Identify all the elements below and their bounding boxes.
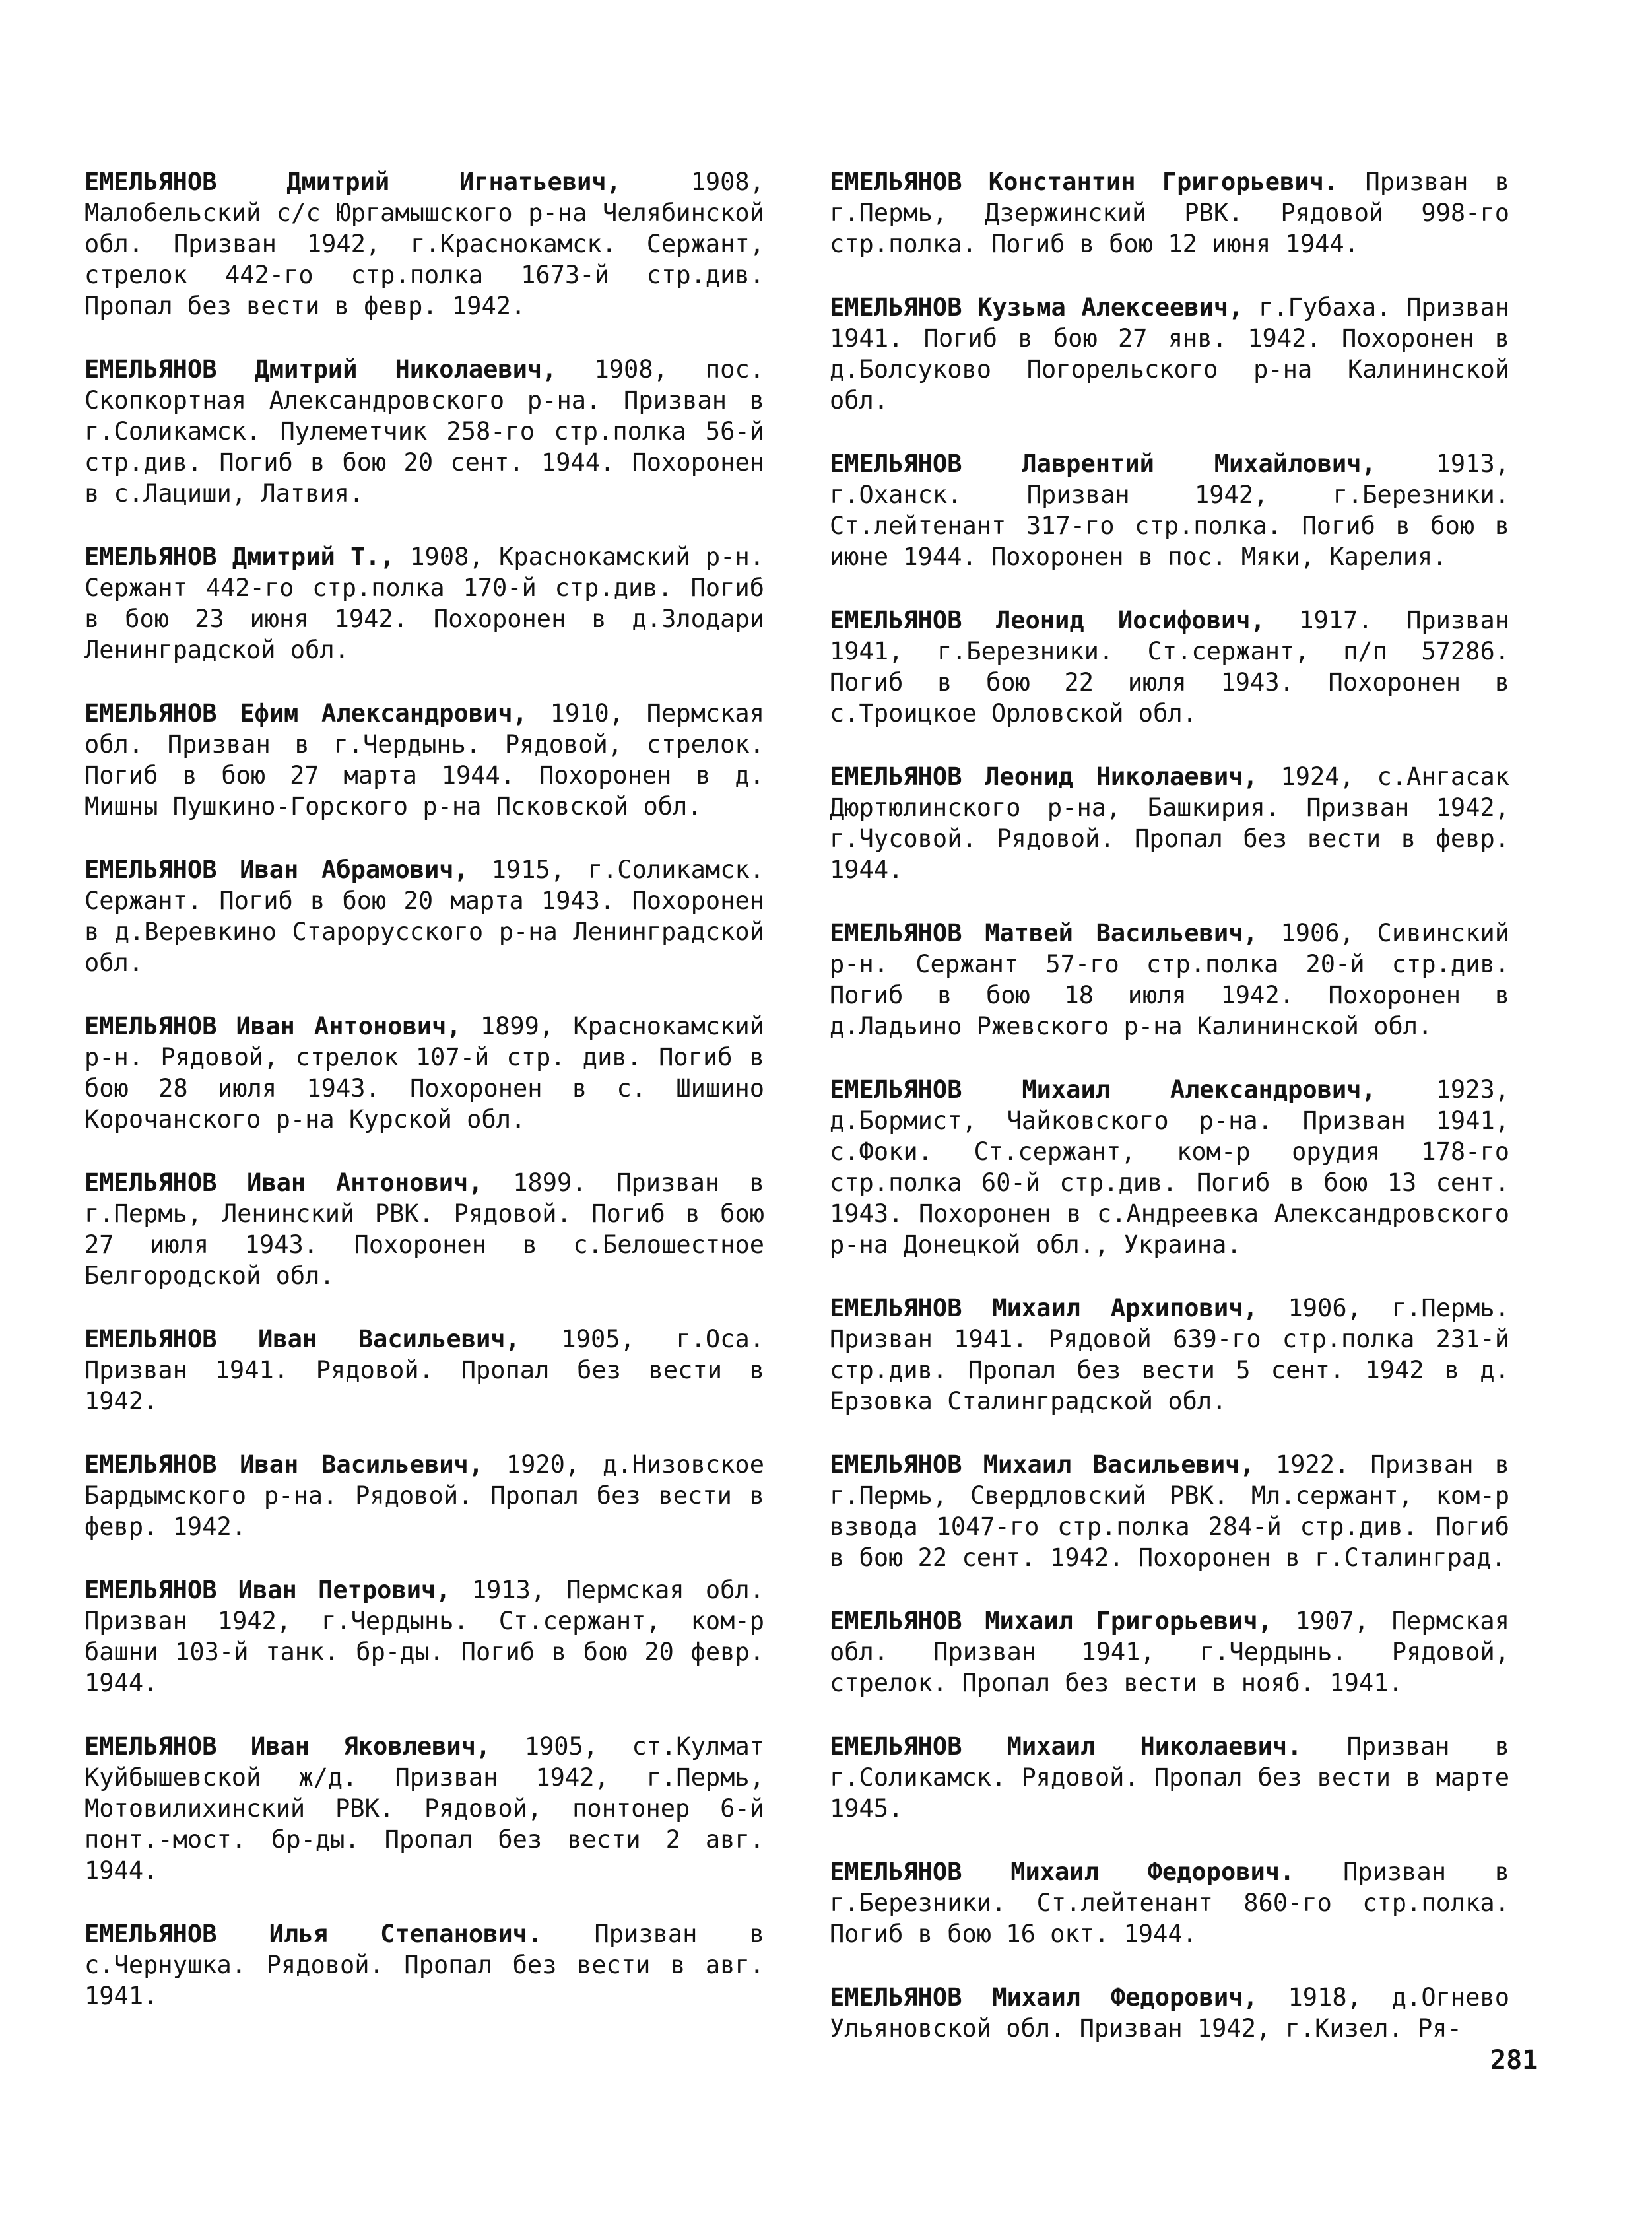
- entry-given-names: Леонид Иосифович,: [995, 606, 1265, 634]
- biography-entry: [830, 1449, 1509, 1573]
- entry-details: 1907, Пермская обл. Призван 1941, г.Чердынь. Рядовой, стрелок. Пропал без вести в нояб. 1941.: [830, 1607, 1509, 1697]
- entry-surname: ЕМЕЛЬЯНОВ: [830, 1858, 962, 1886]
- entry-surname: ЕМЕЛЬЯНОВ: [830, 919, 962, 947]
- biography-entry: [84, 698, 764, 822]
- entry-details: 1899, Краснокамский р-н. Рядовой, стрелок 107-й стр. див. Погиб в бою 28 июля 1943. Похоронен в с. Шишино Корочанского р-на Курской обл.: [84, 1012, 764, 1133]
- entry-surname: ЕМЕЛЬЯНОВ: [84, 1920, 217, 1948]
- biography-entry: [830, 1293, 1509, 1417]
- entry-surname: ЕМЕЛЬЯНОВ: [830, 1294, 962, 1322]
- entry-surname: ЕМЕЛЬЯНОВ: [84, 1168, 217, 1197]
- entry-surname: ЕМЕЛЬЯНОВ: [84, 168, 217, 196]
- entry-given-names: Михаил Григорьевич,: [985, 1607, 1272, 1635]
- entry-given-names: Илья Степанович.: [269, 1920, 543, 1948]
- left-column: [84, 166, 764, 2044]
- biography-entry: [84, 1449, 764, 1542]
- entry-details: 1920, д.Низовское Бардымского р-на. Рядовой. Пропал без вести в февр. 1942.: [84, 1450, 764, 1541]
- biography-entry: [830, 1074, 1509, 1260]
- entry-details: Призван в г.Березники. Ст.лейтенант 860-го стр.полка. Погиб в бою 16 окт. 1944.: [830, 1858, 1509, 1948]
- entry-given-names: Иван Антонович,: [247, 1168, 483, 1197]
- biography-entry: [84, 1918, 764, 2011]
- entry-surname: ЕМЕЛЬЯНОВ: [84, 1450, 217, 1479]
- entry-surname: ЕМЕЛЬЯНОВ: [84, 1325, 217, 1353]
- biography-entry: [84, 1167, 764, 1291]
- biography-entry: [830, 1605, 1509, 1699]
- entry-given-names: Константин Григорьевич.: [988, 168, 1339, 196]
- entry-details: 1923, д.Бормист, Чайковского р-на. Призван 1941, с.Фоки. Ст.сержант, ком-р орудия 178-го стр.полка 60-й стр.див. Погиб в бою 13 сент. 1943. Похоронен в с.Андреевка Александровского р-на Донецкой обл., Украина.: [830, 1075, 1510, 1259]
- entry-details: 1917. Призван 1941, г.Березники. Ст.сержант, п/п 57286. Погиб в бою 22 июля 1943. Похоронен в с.Троицкое Орловской обл.: [830, 606, 1510, 727]
- entry-given-names: Дмитрий Игнатьевич,: [286, 168, 621, 196]
- entry-given-names: Иван Петрович,: [238, 1576, 451, 1604]
- entry-details: 1908, Краснокамский р-н. Сержант 442-го стр.полка 170-й стр.див. Погиб в бою 23 июня 1942. Похоронен в д.Злодари Ленинградской обл.: [84, 543, 764, 664]
- entry-details: Призван в с.Чернушка. Рядовой. Пропал без вести в авг. 1941.: [84, 1920, 765, 2010]
- entry-details: 1905, ст.Кулмат Куйбышевской ж/д. Призван 1942, г.Пермь, Мотовилихинский РВК. Рядовой, понтонер 6-й понт.-мост. бр-ды. Пропал без вести 2 авг. 1944.: [84, 1732, 765, 1885]
- entry-details: 1906, Сивинский р-н. Сержант 57-го стр.полка 20-й стр.див. Погиб в бою 18 июля 1942. Похоронен в д.Ладьино Ржевского р-на Калининской обл.: [830, 919, 1510, 1040]
- biography-entry: [830, 605, 1509, 729]
- biography-entry: [830, 1856, 1509, 1949]
- entry-details: Призван в г.Соликамск. Рядовой. Пропал без вести в марте 1945.: [830, 1732, 1509, 1823]
- right-column: [830, 166, 1509, 2076]
- entry-details: 1906, г.Пермь. Призван 1941. Рядовой 639-го стр.полка 231-й стр.див. Пропал без вести 5 сент. 1942 в д. Ерзовка Сталинградской обл.: [830, 1294, 1509, 1415]
- entry-given-names: Михаил Федорович.: [1010, 1858, 1295, 1886]
- entry-given-names: Михаил Николаевич.: [1007, 1732, 1302, 1761]
- biography-entry: [830, 1982, 1509, 2044]
- entry-details: 1924, с.Ангасак Дюртюлинского р-на, Башкирия. Призван 1942, г.Чусовой. Рядовой. Пропал без вести в февр. 1944.: [830, 762, 1510, 884]
- entry-given-names: Иван Васильевич,: [240, 1450, 484, 1479]
- entry-details: 1908, Малобельский с/с Юргамышского р-на Челябинской обл. Призван 1942, г.Краснокамск. Сержант, стрелок 442-го стр.полка 1673-й стр.див. Пропал без вести в февр. 1942.: [84, 168, 764, 320]
- entry-surname: ЕМЕЛЬЯНОВ: [830, 1450, 962, 1479]
- biography-entry: [84, 541, 764, 665]
- biography-entry: [84, 1324, 764, 1417]
- entry-details: 1922. Призван в г.Пермь, Свердловский РВК. Мл.сержант, ком-р взвода 1047-го стр.полка 284-й стр.див. Погиб в бою 22 сент. 1942. Похоронен в г.Сталинград.: [830, 1450, 1509, 1572]
- entry-given-names: Михаил Архипович,: [992, 1294, 1258, 1322]
- entry-surname: ЕМЕЛЬЯНОВ: [830, 450, 962, 478]
- entry-given-names: Лаврентий Михайлович,: [1022, 450, 1376, 478]
- biography-entry: [84, 1011, 764, 1135]
- entry-details: 1913, Пермская обл. Призван 1942, г.Чердынь. Ст.сержант, ком-р башни 103-й танк. бр-ды. Погиб в бою 20 февр. 1944.: [84, 1576, 764, 1697]
- entry-details: Призван в г.Пермь, Дзержинский РВК. Рядовой 998-го стр.полка. Погиб в бою 12 июня 1944.: [830, 168, 1509, 258]
- entry-given-names: Иван Антонович,: [236, 1012, 461, 1040]
- entry-given-names: Иван Абрамович,: [240, 856, 469, 884]
- entry-given-names: Кузьма Алексеевич,: [977, 293, 1243, 321]
- entry-surname: ЕМЕЛЬЯНОВ: [84, 856, 217, 884]
- entry-surname: ЕМЕЛЬЯНОВ: [830, 606, 962, 634]
- entry-given-names: Иван Яковлевич,: [250, 1732, 491, 1761]
- biography-entry: [830, 448, 1509, 572]
- entry-surname: ЕМЕЛЬЯНОВ: [830, 293, 962, 321]
- biography-entry: [84, 166, 764, 321]
- entry-given-names: Михаил Васильевич,: [983, 1450, 1255, 1479]
- entry-given-names: Леонид Николаевич,: [985, 762, 1258, 791]
- biography-entry: [830, 166, 1509, 259]
- page-number: 281: [1490, 2045, 1538, 2076]
- entry-surname: ЕМЕЛЬЯНОВ: [830, 762, 962, 791]
- entry-surname: ЕМЕЛЬЯНОВ: [84, 699, 217, 727]
- entry-surname: ЕМЕЛЬЯНОВ: [830, 1075, 962, 1104]
- entry-surname: ЕМЕЛЬЯНОВ: [84, 543, 217, 571]
- entry-surname: ЕМЕЛЬЯНОВ: [84, 355, 217, 384]
- entry-given-names: Михаил Александрович,: [1022, 1075, 1376, 1104]
- biography-entry: [84, 854, 764, 978]
- entry-surname: ЕМЕЛЬЯНОВ: [830, 1983, 962, 2011]
- biography-entry: [84, 1574, 764, 1699]
- biography-entry: [830, 918, 1509, 1042]
- entry-details: 1915, г.Соликамск. Сержант. Погиб в бою 20 марта 1943. Похоронен в д.Веревкино Старорусского р-на Ленинградской обл.: [84, 856, 765, 977]
- entry-details: 1905, г.Оса. Призван 1941. Рядовой. Пропал без вести в 1942.: [84, 1325, 765, 1415]
- entry-given-names: Дмитрий Т.,: [232, 543, 395, 571]
- entry-details: г.Губаха. Призван 1941. Погиб в бою 27 янв. 1942. Похоронен в д.Болсуково Погорельского р-на Калининской обл.: [830, 293, 1510, 415]
- entry-details: 1910, Пермская обл. Призван в г.Чердынь. Рядовой, стрелок. Погиб в бою 27 марта 1944. Похоронен в д. Мишны Пушкино-Горского р-на Псковской обл.: [84, 699, 764, 821]
- entry-surname: ЕМЕЛЬЯНОВ: [830, 1732, 962, 1761]
- biography-entry: [830, 761, 1509, 885]
- entry-details: 1899. Призван в г.Пермь, Ленинский РВК. Рядовой. Погиб в бою 27 июля 1943. Похоронен в с.Белошестное Белгородской обл.: [84, 1168, 765, 1290]
- entry-given-names: Ефим Александрович,: [240, 699, 527, 727]
- entry-details: 1913, г.Оханск. Призван 1942, г.Березники. Ст.лейтенант 317-го стр.полка. Погиб в бою в июне 1944. Похоронен в пос. Мяки, Карелия.: [830, 450, 1510, 571]
- entry-surname: ЕМЕЛЬЯНОВ: [84, 1732, 217, 1761]
- entry-given-names: Михаил Федорович,: [992, 1983, 1258, 2011]
- entry-surname: ЕМЕЛЬЯНОВ: [830, 168, 962, 196]
- entry-details: 1918, д.Огнево Ульяновской обл. Призван 1942, г.Кизел. Ря-: [830, 1983, 1509, 2042]
- entry-surname: ЕМЕЛЬЯНОВ: [84, 1012, 217, 1040]
- biography-entry: [830, 292, 1509, 416]
- biography-entry: [84, 1731, 764, 1886]
- biography-entry: [84, 354, 764, 509]
- entry-given-names: Иван Васильевич,: [258, 1325, 520, 1353]
- entry-given-names: Дмитрий Николаевич,: [254, 355, 557, 384]
- biography-entry: [830, 1731, 1509, 1824]
- entry-surname: ЕМЕЛЬЯНОВ: [84, 1576, 217, 1604]
- entry-surname: ЕМЕЛЬЯНОВ: [830, 1607, 962, 1635]
- entry-given-names: Матвей Васильевич,: [985, 919, 1258, 947]
- entry-details: 1908, пос. Скопкортная Александровского р-на. Призван в г.Соликамск. Пулеметчик 258-го стр.полка 56-й стр.див. Погиб в бою 20 сент. 1944. Похоронен в с.Лациши, Латвия.: [84, 355, 764, 508]
